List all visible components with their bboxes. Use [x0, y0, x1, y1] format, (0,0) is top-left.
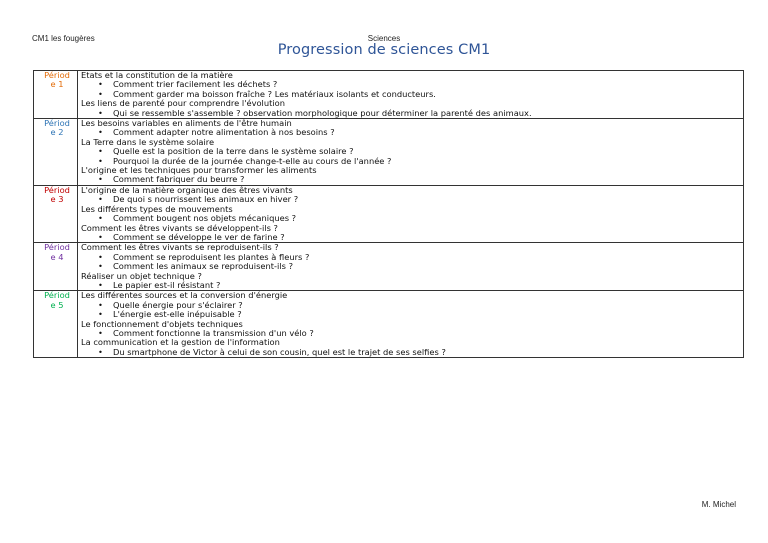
subject-label: Sciences — [367, 34, 401, 43]
question-item — [81, 157, 743, 166]
bullet-icon: • — [98, 128, 103, 138]
bullet-icon: • — [98, 147, 103, 157]
question-text: De quoi s nourrissent les animaux en hiver ? — [113, 195, 299, 205]
question-item — [81, 175, 743, 184]
question-text: Comment bougent nos objets mécaniques ? — [113, 214, 297, 224]
topic-heading: L'origine de la matière organique des êtres vivants — [81, 185, 293, 195]
period-label — [34, 119, 78, 186]
topic-heading: Comment les êtres vivants se reproduisent-ils ? — [81, 243, 279, 253]
topic-heading: Les liens de parenté pour comprendre l'évolution — [81, 99, 286, 109]
question-item — [81, 195, 743, 204]
question-text: Comment trier facilement les déchets ? — [113, 80, 278, 90]
period-label-line2: e 2 — [50, 127, 64, 138]
author-signature: M. Michel — [701, 500, 736, 509]
question-text: Du smartphone de Victor à celui de son cousin, quel est le trajet de ses selfies ? — [113, 347, 446, 357]
question-item — [81, 329, 743, 338]
period-label-line1: Périod — [44, 184, 70, 195]
question-item — [81, 233, 743, 242]
bullet-icon: • — [98, 156, 103, 166]
page-title: Progression de sciences CM1 — [277, 42, 491, 58]
bullet-icon: • — [98, 232, 103, 242]
question-text: Comment garder ma boisson fraîche ? Les matériaux isolants et conducteurs. — [113, 89, 436, 99]
topic-heading: Le fonctionnement d'objets techniques — [81, 319, 243, 329]
question-item — [81, 281, 743, 290]
question-text: Comment les animaux se reproduisent-ils ? — [113, 262, 293, 272]
period-content — [78, 71, 744, 119]
topic-heading: Comment les êtres vivants se développent-ils ? — [81, 223, 278, 233]
topic-heading: Les différents types de mouvements — [81, 204, 233, 214]
bullet-icon: • — [98, 300, 103, 310]
bullet-icon: • — [98, 280, 103, 290]
topic-heading: Les différentes sources et la conversion d'énergie — [81, 291, 288, 301]
question-text: Comment adapter notre alimentation à nos besoins ? — [113, 128, 335, 138]
bullet-icon: • — [98, 175, 103, 185]
bullet-icon: • — [98, 252, 103, 262]
question-text: Comment se reproduisent les plantes à fleurs ? — [113, 252, 310, 262]
question-item — [81, 109, 743, 118]
question-text: L'énergie est-elle inépuisable ? — [113, 310, 242, 320]
topic-heading: Etats et la constitution de la matière — [81, 71, 233, 80]
question-text: Comment fabriquer du beurre ? — [113, 175, 245, 185]
question-item — [81, 80, 743, 89]
question-text: Quelle énergie pour s'éclairer ? — [113, 300, 243, 310]
period-content — [78, 243, 744, 291]
question-item — [81, 253, 743, 262]
bullet-icon: • — [98, 328, 103, 338]
bullet-icon: • — [98, 310, 103, 320]
topic-heading: L'origine et les techniques pour transformer les aliments — [81, 166, 317, 176]
question-text: Quelle est la position de la terre dans le système solaire ? — [113, 147, 354, 157]
bullet-icon: • — [98, 262, 103, 272]
topic-heading: La communication et la gestion de l'information — [81, 338, 280, 348]
period-label — [34, 291, 78, 358]
period-row — [34, 185, 744, 242]
question-text: Comment se développe le ver de farine ? — [113, 232, 285, 242]
topic-heading: La Terre dans le système solaire — [81, 137, 215, 147]
period-label-line2: e 3 — [50, 194, 64, 205]
period-content — [78, 185, 744, 242]
progression-table — [33, 70, 744, 358]
period-label-line2: e 5 — [50, 299, 64, 310]
period-label-line1: Périod — [44, 242, 70, 253]
period-label — [34, 243, 78, 291]
question-text: Pourquoi la durée de la journée change-t-elle au cours de l'année ? — [113, 156, 392, 166]
question-item — [81, 128, 743, 137]
question-item — [81, 301, 743, 310]
question-item — [81, 147, 743, 156]
question-item — [81, 262, 743, 271]
class-name: CM1 les fougères — [32, 34, 95, 43]
period-content — [78, 119, 744, 186]
period-content — [78, 291, 744, 358]
question-item — [81, 214, 743, 223]
topic-heading: Les besoins variables en aliments de l'être humain — [81, 119, 292, 129]
period-label — [34, 185, 78, 242]
question-item — [81, 348, 743, 357]
period-label-line2: e 1 — [50, 79, 64, 90]
question-item — [81, 90, 743, 99]
question-text: Comment fonctionne la transmission d'un vélo ? — [113, 328, 314, 338]
bullet-icon: • — [98, 80, 103, 90]
question-text: Le papier est-il résistant ? — [113, 280, 221, 290]
bullet-icon: • — [98, 195, 103, 205]
bullet-icon: • — [98, 214, 103, 224]
bullet-icon: • — [98, 347, 103, 357]
period-label-line2: e 4 — [50, 251, 64, 262]
period-row — [34, 291, 744, 358]
period-label — [34, 71, 78, 119]
question-text: Qui se ressemble s'assemble ? observation morphologique pour déterminer la parenté des animaux. — [113, 108, 532, 118]
period-label-line1: Périod — [44, 118, 70, 129]
period-label-line1: Périod — [44, 290, 70, 301]
period-row — [34, 119, 744, 186]
question-item — [81, 310, 743, 319]
bullet-icon: • — [98, 89, 103, 99]
period-row — [34, 71, 744, 119]
topic-heading: Réaliser un objet technique ? — [81, 271, 202, 281]
period-label-line1: Périod — [44, 70, 70, 80]
bullet-icon: • — [98, 108, 103, 118]
period-row — [34, 243, 744, 291]
